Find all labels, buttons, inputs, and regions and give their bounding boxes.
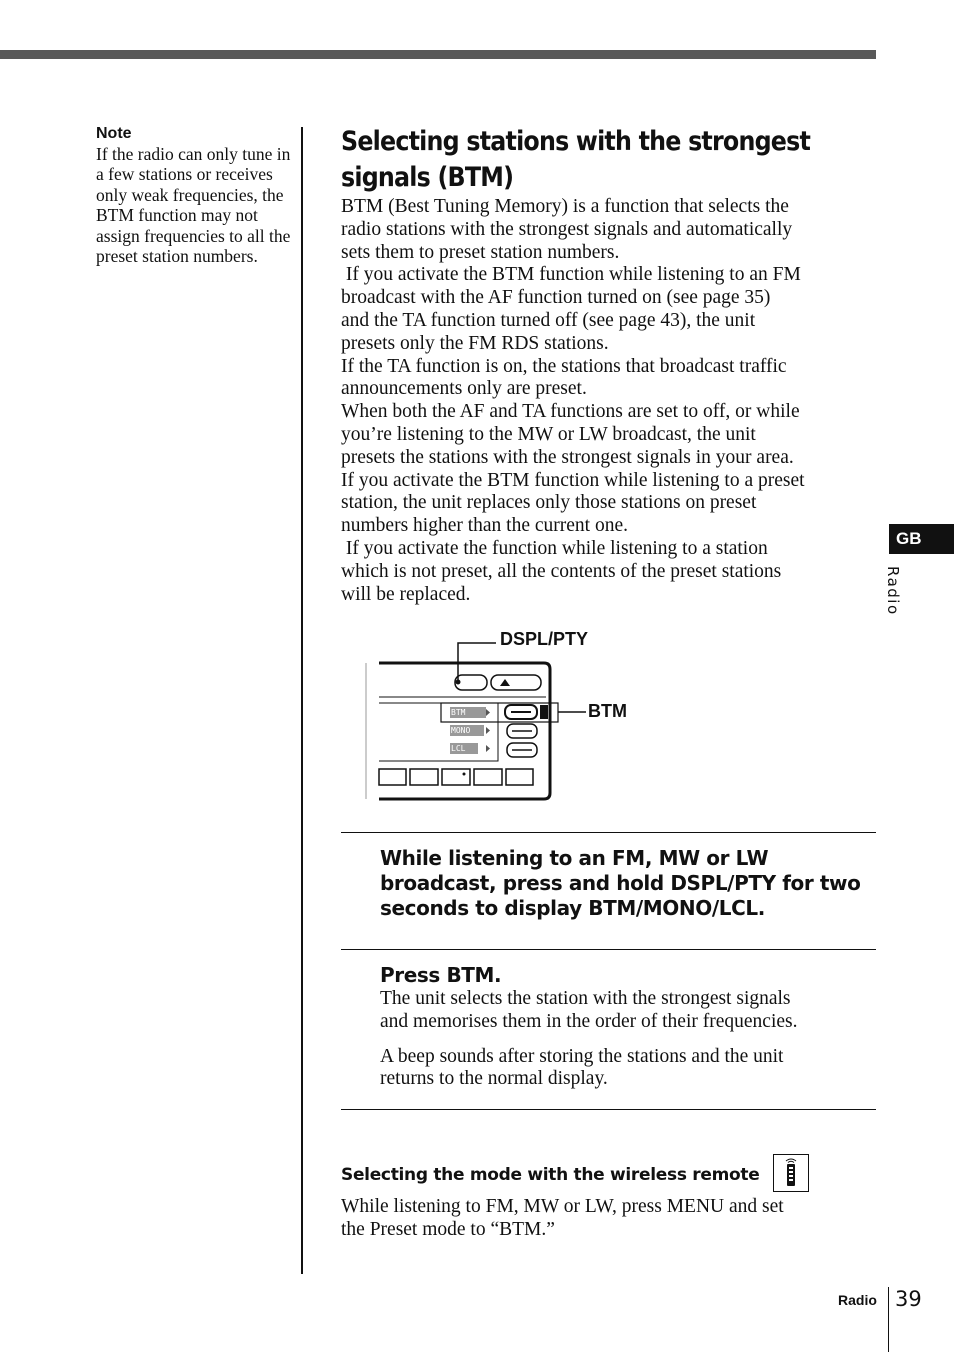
remote-control-icon — [773, 1154, 809, 1192]
intro-line: station, the unit replaces only those stations on preset — [341, 492, 757, 514]
step-1-line: While listening to an FM, MW or LW — [380, 846, 769, 870]
step-1-line: broadcast, press and hold DSPL/PTY for two — [380, 871, 861, 895]
column-divider — [301, 127, 303, 1274]
intro-line: numbers higher than the current one. — [341, 515, 628, 537]
step-2-line: and memorises them in the order of their frequencies. — [380, 1010, 798, 1032]
remote-line: While listening to FM, MW or LW, press MENU and set — [341, 1196, 784, 1217]
intro-line: sets them to preset station numbers. — [341, 241, 620, 263]
remote-body — [341, 1196, 881, 1242]
top-rule — [0, 50, 876, 59]
remote-line: the Preset mode to “BTM.” — [341, 1218, 555, 1240]
intro-line: announcements only are preset. — [341, 378, 587, 400]
intro-line: If the TA function is on, the stations that broadcast traffic — [341, 355, 787, 377]
main-section — [341, 124, 876, 606]
step-1-line: seconds to display BTM/MONO/LCL. — [380, 896, 765, 920]
intro-line: When both the AF and TA functions are set to off, or while — [341, 401, 800, 423]
intro-line: and the TA function turned off (see page 43), the unit — [341, 309, 756, 331]
step-2-instruction — [380, 962, 876, 1091]
step-2-title: Press BTM. — [380, 963, 502, 987]
footer-rule — [888, 1287, 889, 1352]
dspl-pty-label: DSPL/PTY — [500, 629, 589, 649]
intro-line: you’re listening to the MW or LW broadcast, the unit — [341, 423, 756, 445]
intro-line: presets only the FM RDS stations. — [341, 332, 609, 354]
note-body: If the radio can only tune in a few stations or receives only weak frequencies, the BTM function may not assign frequencies to all the preset station numbers. — [96, 144, 291, 267]
divider — [341, 1109, 876, 1110]
intro-line: presets the stations with the strongest signals in your area. — [341, 446, 794, 468]
language-tab: GB — [889, 524, 954, 554]
step-2-line: A beep sounds after storing the stations and the unit — [380, 1045, 784, 1067]
remote-title-text: Selecting the mode with the wireless remote — [341, 1165, 760, 1185]
footer-section-label: Radio — [838, 1292, 877, 1308]
divider — [341, 949, 876, 950]
page-number: 39 — [895, 1287, 922, 1311]
intro-line: If you activate the BTM function while listening to a preset — [341, 469, 805, 491]
step-2-line: returns to the normal display. — [380, 1068, 608, 1090]
display-item-btm: BTM — [451, 708, 466, 717]
display-item-lcl: LCL — [451, 744, 466, 753]
intro-line: If you activate the function while listening to a station — [341, 537, 768, 559]
note-title: Note — [96, 125, 132, 142]
step-2-para-2 — [380, 1046, 876, 1092]
intro-text — [341, 196, 876, 606]
intro-line: BTM (Best Tuning Memory) is a function that selects the — [341, 196, 789, 217]
intro-line: radio stations with the strongest signals and automatically — [341, 218, 793, 240]
section-side-label: Radio — [884, 566, 902, 616]
intro-line: If you activate the BTM function while listening to an FM — [341, 264, 801, 286]
stereo-illustration — [360, 625, 660, 805]
btm-label: BTM — [588, 701, 627, 721]
intro-line: which is not preset, all the contents of the preset stations — [341, 560, 782, 582]
note — [96, 124, 296, 266]
title-line: Selecting stations with the strongest — [341, 126, 811, 157]
step-1-instruction — [380, 846, 870, 921]
step-2-para-1 — [380, 988, 876, 1034]
display-item-mono: MONO — [451, 726, 471, 735]
intro-line: will be replaced. — [341, 583, 471, 605]
remote-title — [341, 1156, 881, 1194]
title-line: signals (BTM) — [341, 162, 514, 193]
page-title — [341, 124, 869, 196]
divider — [341, 832, 876, 833]
intro-line: broadcast with the AF function turned on (see page 35) — [341, 287, 771, 309]
remote-section — [341, 1156, 881, 1242]
step-2-line: The unit selects the station with the strongest signals — [380, 988, 791, 1009]
